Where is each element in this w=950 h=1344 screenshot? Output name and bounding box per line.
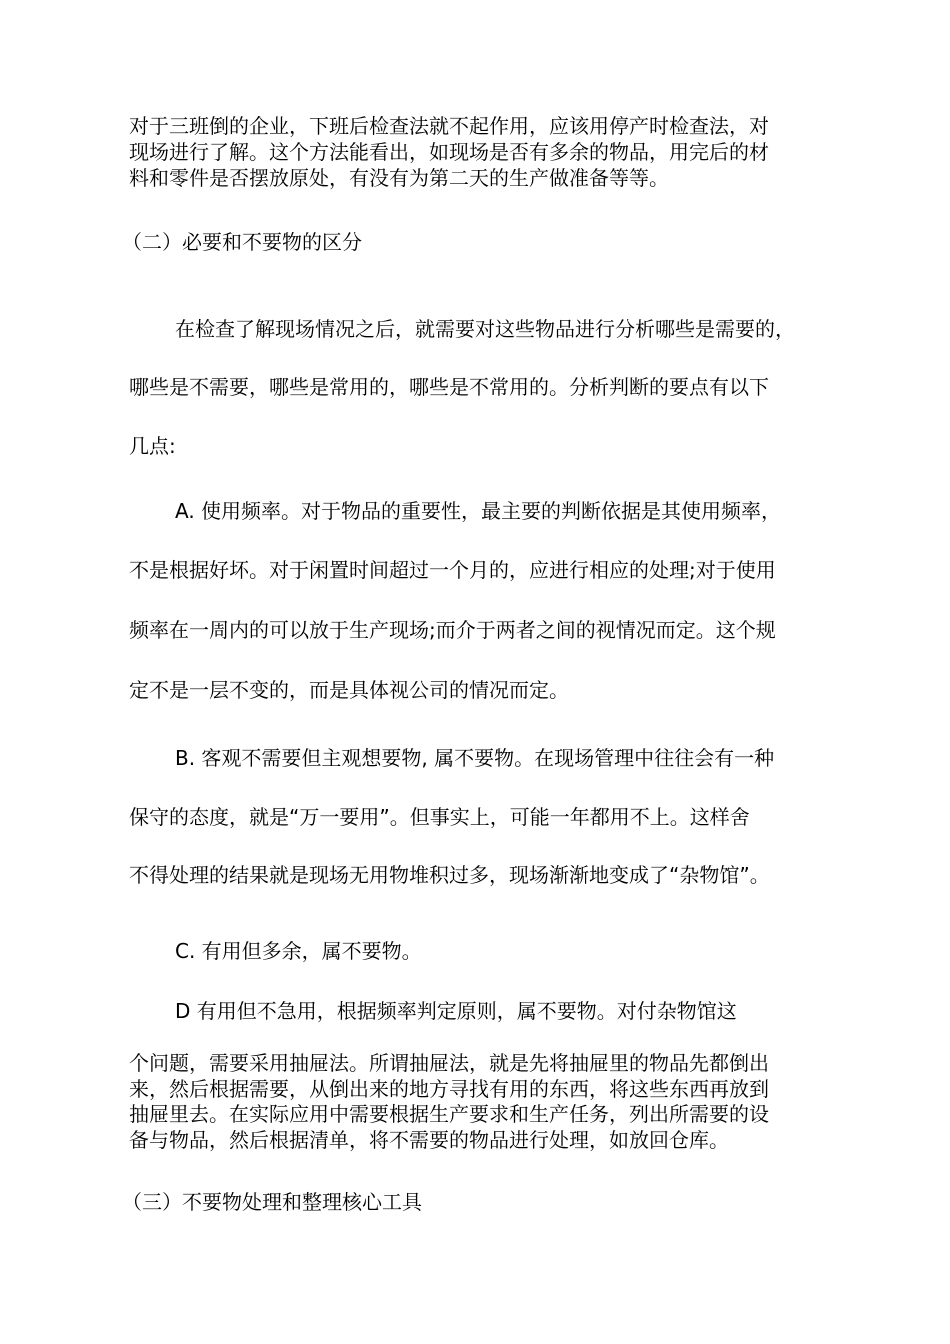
list-item-b-line: B. 客观不需要但主观想要物, 属不要物。在现场管理中往往会有一种 <box>175 746 775 770</box>
list-item-a-line: A. 使用频率。对于物品的重要性，最主要的判断依据是其使用频率， <box>175 499 782 523</box>
list-item-a-line: 定不是一层不变的，而是具体视公司的情况而定。 <box>129 678 569 702</box>
paragraph-line: 哪些是不需要，哪些是常用的，哪些是不常用的。分析判断的要点有以下 <box>129 375 769 399</box>
list-item-a-line: 不是根据好坏。对于闲置时间超过一个月的，应进行相应的处理;对于使用 <box>129 558 776 582</box>
intro-line: 对于三班倒的企业，下班后检查法就不起作用，应该用停产时检查法，对 <box>129 114 769 138</box>
section-heading: （三）不要物处理和整理核心工具 <box>122 1190 422 1214</box>
intro-line: 料和零件是否摆放原处，有没有为第二天的生产做准备等等。 <box>129 166 669 190</box>
list-item-c: C. 有用但多余，属不要物。 <box>175 939 422 963</box>
list-item-a-line: 频率在一周内的可以放于生产现场;而介于两者之间的视情况而定。这个规 <box>129 618 776 642</box>
list-item-b-line: 不得处理的结果就是现场无用物堆积过多，现场渐渐地变成了“杂物馆”。 <box>129 863 770 887</box>
paragraph-line: 来，然后根据需要，从倒出来的地方寻找有用的东西，将这些东西再放到 <box>129 1077 769 1101</box>
paragraph-line: 在检查了解现场情况之后，就需要对这些物品进行分析哪些是需要的， <box>175 317 795 341</box>
list-item-b-line: 保守的态度，就是“万一要用”。但事实上，可能一年都用不上。这样舍 <box>129 805 750 829</box>
paragraph-line: 备与物品，然后根据清单，将不需要的物品进行处理，如放回仓库。 <box>129 1128 729 1152</box>
paragraph-line: 几点: <box>129 434 176 458</box>
list-item-d: D 有用但不急用，根据频率判定原则，属不要物。对付杂物馆这 <box>175 999 737 1023</box>
paragraph-line: 抽屉里去。在实际应用中需要根据生产要求和生产任务，列出所需要的设 <box>129 1102 769 1126</box>
section-heading: （二）必要和不要物的区分 <box>122 230 362 254</box>
paragraph-line: 个问题，需要采用抽屉法。所谓抽屉法，就是先将抽屉里的物品先都倒出 <box>129 1051 769 1075</box>
intro-line: 现场进行了解。这个方法能看出，如现场是否有多余的物品，用完后的材 <box>129 140 769 164</box>
